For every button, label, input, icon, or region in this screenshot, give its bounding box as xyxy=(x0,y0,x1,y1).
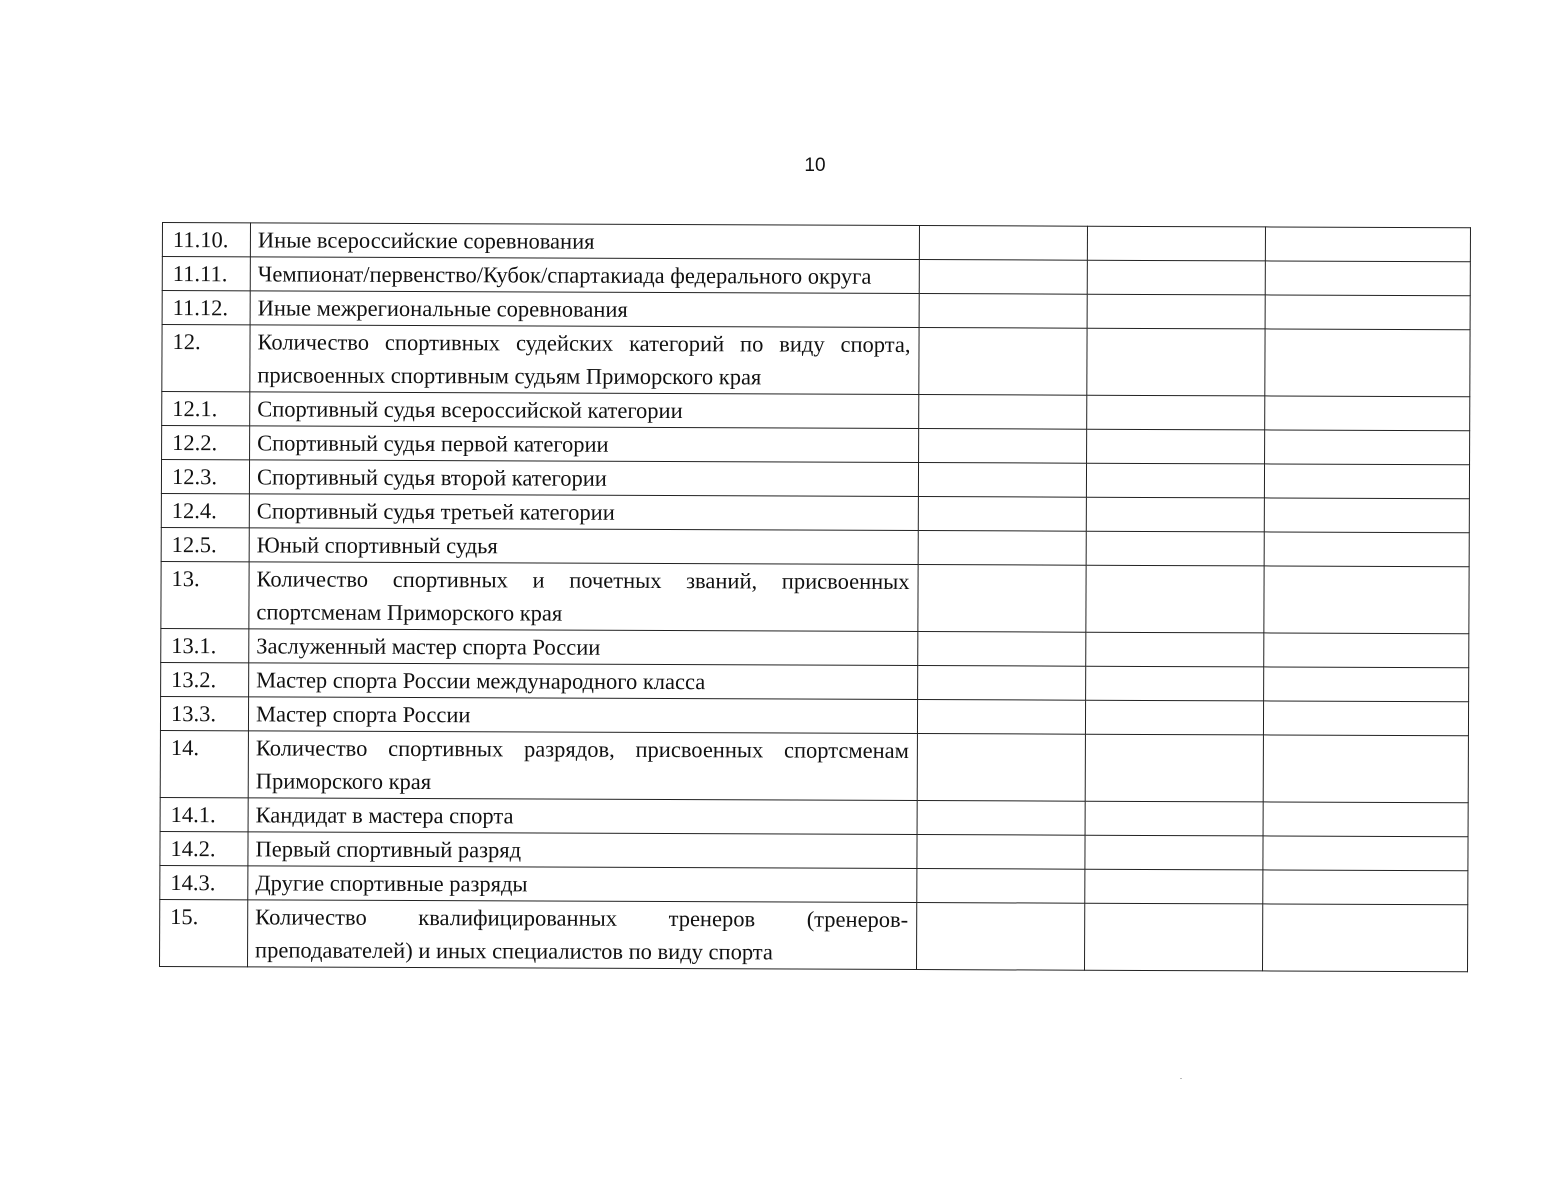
row-description: Спортивный судья первой категории xyxy=(250,426,919,463)
row-number: 14.2. xyxy=(160,831,248,865)
table-row xyxy=(162,325,1470,397)
row-description: Первый спортивный разряд xyxy=(248,832,917,869)
row-description: Количество спортивных разрядов, присвоенных спортсменам Приморского края xyxy=(248,731,917,801)
row-description: Спортивный судья всероссийской категории xyxy=(250,392,919,429)
table-row xyxy=(160,831,1468,870)
table-row xyxy=(160,899,1468,971)
row-number: 12.1. xyxy=(162,392,250,426)
empty-value-cell xyxy=(918,666,1086,701)
table-row xyxy=(162,426,1470,465)
empty-value-cell xyxy=(919,429,1087,464)
row-number: 11.10. xyxy=(162,223,250,257)
row-number: 13.3. xyxy=(160,696,248,730)
row-number: 12.4. xyxy=(161,493,249,527)
table-body xyxy=(160,223,1471,972)
row-description: Количество спортивных и почетных званий, присвоенных спортсменам Приморского края xyxy=(249,562,918,632)
row-number: 13.2. xyxy=(161,662,249,696)
empty-value-cell xyxy=(918,565,1086,633)
empty-value-cell xyxy=(1085,903,1263,971)
table-row xyxy=(160,696,1468,735)
table-row xyxy=(161,628,1469,667)
empty-value-cell xyxy=(1264,566,1469,634)
empty-value-cell xyxy=(1264,532,1469,567)
empty-value-cell xyxy=(1086,565,1264,633)
table-row xyxy=(161,662,1469,701)
empty-value-cell xyxy=(1265,329,1470,397)
empty-value-cell xyxy=(1087,328,1265,396)
table-row xyxy=(162,392,1470,431)
empty-value-cell xyxy=(1085,869,1263,904)
empty-value-cell xyxy=(1085,801,1263,836)
empty-value-cell xyxy=(1085,835,1263,870)
empty-value-cell xyxy=(1086,497,1264,532)
empty-value-cell xyxy=(917,700,1085,735)
indicators-table xyxy=(159,222,1471,972)
empty-value-cell xyxy=(919,260,1087,295)
empty-value-cell xyxy=(917,801,1085,836)
indicators-table-wrap xyxy=(159,222,1470,972)
page-number: 10 xyxy=(804,155,826,176)
empty-value-cell xyxy=(918,531,1086,566)
empty-value-cell xyxy=(1087,226,1265,261)
table-row xyxy=(160,730,1468,802)
empty-value-cell xyxy=(1264,667,1469,702)
empty-value-cell xyxy=(919,226,1087,261)
empty-value-cell xyxy=(1263,802,1468,837)
table-row xyxy=(161,527,1469,566)
empty-value-cell xyxy=(1085,700,1263,735)
table-row xyxy=(162,291,1470,330)
empty-value-cell xyxy=(918,632,1086,667)
empty-value-cell xyxy=(1264,464,1469,499)
empty-value-cell xyxy=(1087,260,1265,295)
empty-value-cell xyxy=(1265,396,1470,431)
empty-value-cell xyxy=(1263,735,1468,803)
scan-speck xyxy=(1180,1078,1182,1079)
empty-value-cell xyxy=(1265,261,1470,296)
empty-value-cell xyxy=(1087,294,1265,329)
empty-value-cell xyxy=(919,328,1087,396)
empty-value-cell xyxy=(918,463,1086,498)
row-description: Кандидат в мастера спорта xyxy=(248,798,917,835)
row-description: Заслуженный мастер спорта России xyxy=(249,629,918,666)
row-number: 11.12. xyxy=(162,291,250,325)
row-number: 11.11. xyxy=(162,257,250,291)
empty-value-cell xyxy=(1263,904,1468,972)
empty-value-cell xyxy=(917,835,1085,870)
empty-value-cell xyxy=(917,734,1085,802)
row-description: Мастер спорта России международного класса xyxy=(249,663,918,700)
table-row xyxy=(161,460,1469,499)
empty-value-cell xyxy=(1086,666,1264,701)
table-row xyxy=(160,797,1468,836)
empty-value-cell xyxy=(919,294,1087,329)
empty-value-cell xyxy=(1263,701,1468,736)
table-row xyxy=(161,561,1469,633)
row-number: 12. xyxy=(162,325,250,392)
row-number: 15. xyxy=(160,899,248,966)
row-number: 12.2. xyxy=(162,426,250,460)
row-description: Количество квалифицированных тренеров (тренеров-преподавателей) и иных специалистов по виду спорта xyxy=(248,900,917,970)
row-description: Другие спортивные разряды xyxy=(248,866,917,903)
empty-value-cell xyxy=(1086,531,1264,566)
table-row xyxy=(161,493,1469,532)
row-description: Мастер спорта России xyxy=(248,697,917,734)
row-number: 12.5. xyxy=(161,527,249,561)
empty-value-cell xyxy=(1085,734,1263,802)
row-number: 14. xyxy=(160,730,248,797)
table-row xyxy=(162,257,1470,296)
empty-value-cell xyxy=(1265,227,1470,262)
row-number: 14.3. xyxy=(160,865,248,899)
table-row xyxy=(162,223,1470,262)
row-description: Иные межрегиональные соревнования xyxy=(250,291,919,328)
row-description: Количество спортивных судейских категорий по виду спорта, присвоенных спортивным судьям Приморского края xyxy=(250,325,919,395)
row-number: 12.3. xyxy=(161,460,249,494)
empty-value-cell xyxy=(1263,836,1468,871)
empty-value-cell xyxy=(1265,295,1470,330)
empty-value-cell xyxy=(919,395,1087,430)
row-description: Чемпионат/первенство/Кубок/спартакиада федерального округа xyxy=(250,257,919,294)
empty-value-cell xyxy=(917,903,1085,971)
row-number: 14.1. xyxy=(160,797,248,831)
empty-value-cell xyxy=(1086,463,1264,498)
row-description: Спортивный судья третьей категории xyxy=(249,494,918,531)
empty-value-cell xyxy=(1086,632,1264,667)
empty-value-cell xyxy=(1265,430,1470,465)
row-description: Спортивный судья второй категории xyxy=(249,460,918,497)
empty-value-cell xyxy=(1264,633,1469,668)
row-description: Юный спортивный судья xyxy=(249,528,918,565)
empty-value-cell xyxy=(1264,498,1469,533)
row-number: 13.1. xyxy=(161,628,249,662)
empty-value-cell xyxy=(1263,870,1468,905)
table-row xyxy=(160,865,1468,904)
empty-value-cell xyxy=(1087,395,1265,430)
empty-value-cell xyxy=(917,869,1085,904)
row-description: Иные всероссийские соревнования xyxy=(250,223,919,260)
empty-value-cell xyxy=(1087,429,1265,464)
row-number: 13. xyxy=(161,561,249,628)
empty-value-cell xyxy=(918,497,1086,532)
